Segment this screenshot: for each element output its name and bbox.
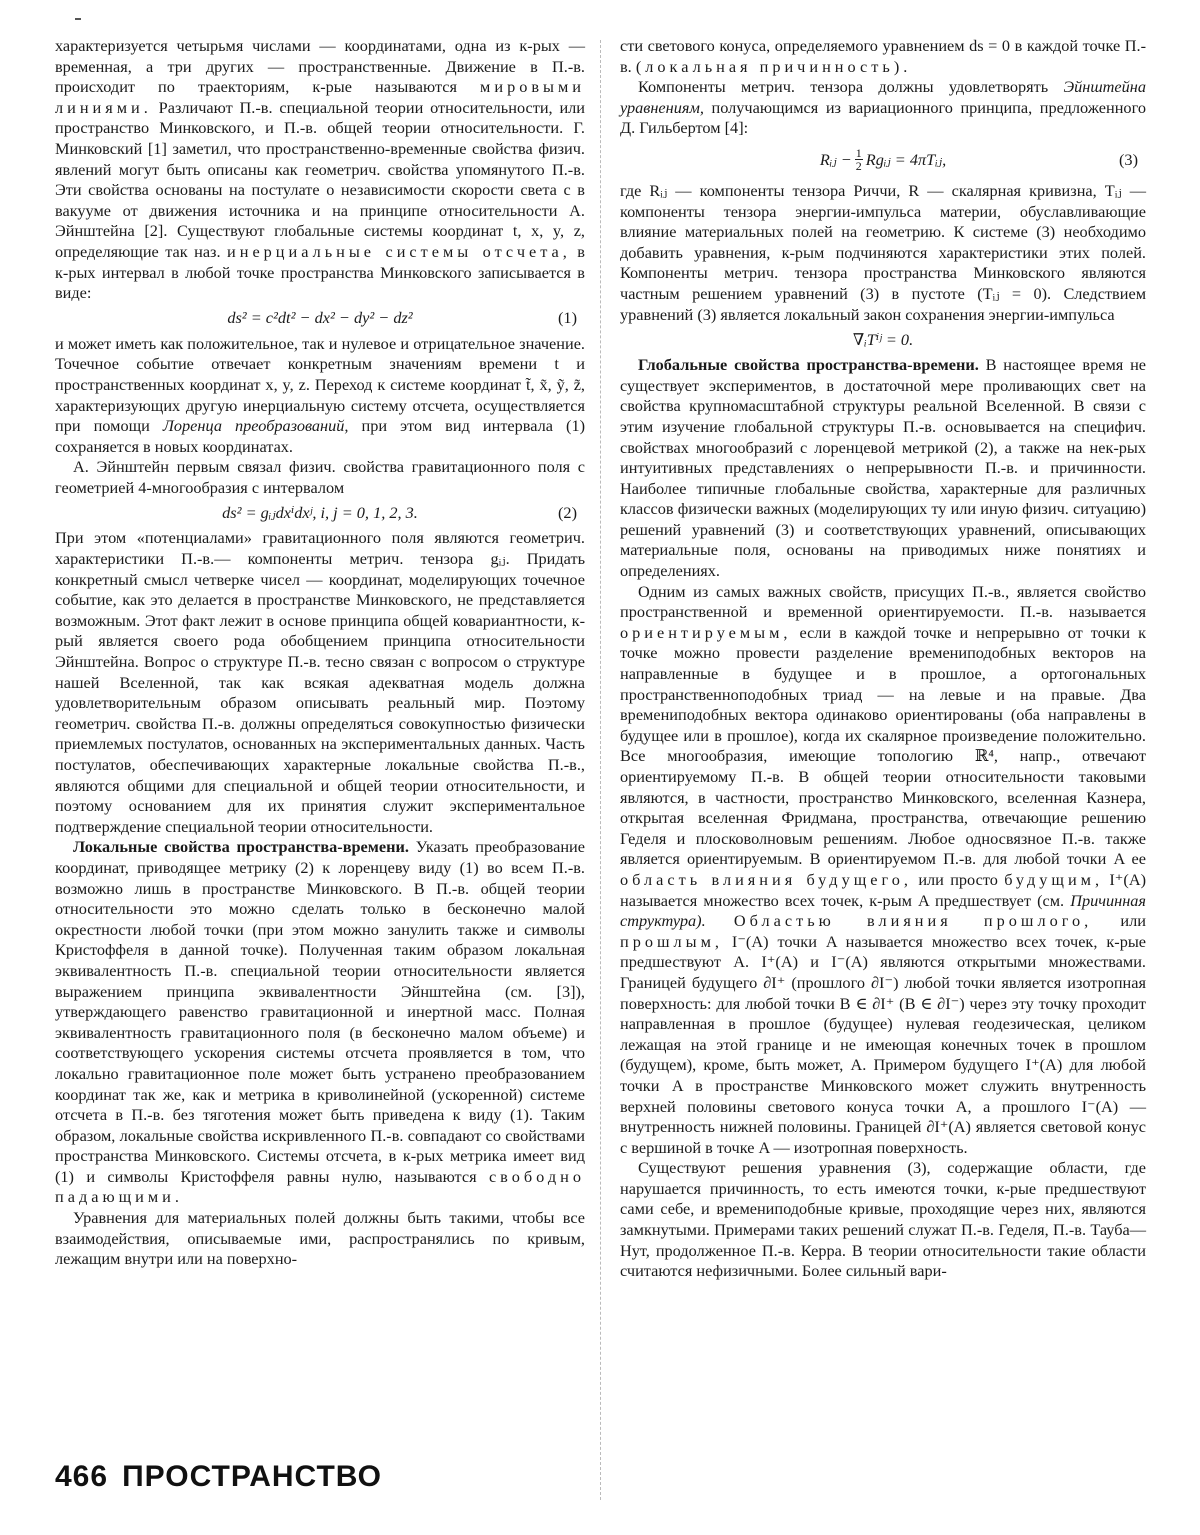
paragraph: Уравнения для материальных полей должны быть такими, чтобы все взаимодействия, описываемые ими, распространялись по кривым, лежащим внутри или на поверхно- [55, 1208, 585, 1269]
paragraph: сти светового конуса, определяемого уравнением ds = 0 в каждой точке П.-в. (локальная причинность). [620, 36, 1146, 76]
equation-2: ds² = gᵢⱼdxⁱdxʲ, i, j = 0, 1, 2, 3. (2) [222, 503, 577, 523]
paragraph: Глобальные свойства пространства-времени. В настоящее время не существует экспериментов, в достаточной мере проливающих свет на свойства крупномасштабной структуры реальной Вселенной. В связи с этим изучение глобальной структуры П.-в. основывается на специфич. свойствах многообразий с лоренцевой метрикой (2), а также на нек-рых интуитивных представлениях о непрерывности П.-в. и причинности. Наиболее типичные глобальные свойства, характерные для различных классов физически важных (моделирующих ту или иную физич. ситуацию) решений уравнений (3) и соответствующих уравнений, описывающих материальные поля, основаны на приводимых ниже понятиях и определениях. [620, 355, 1147, 581]
paragraph: Существуют решения уравнения (3), содержащие области, где нарушается причинность, то есть имеются точки, к-рые предшествуют сами себе, и времениподобные кривые, проходящие через них, являются замкнутыми. Примерами таких решений служат П.-в. Геделя, П.-в. Тауба—Нут, продолженное П.-в. Керра. В теории относительности такие области считаются нефизичными. Более сильный вари- [620, 1158, 1146, 1281]
paragraph: где Rᵢⱼ — компоненты тензора Риччи, R — скалярная кривизна, Tᵢⱼ — компоненты тензора энергии-импульса материи, обуславливающие влияние материальных полей на геометрию. К системе (3) необходимо добавить уравнения, к-рым подчиняются характеристики этих полей. Компоненты метрич. тензора пространства Минковского являются частным решением уравнений (3) в пустоте (Tᵢⱼ = 0). Следствием уравнений (3) является локальный закон сохранения энергии-импульса [620, 180, 1146, 324]
paragraph: А. Эйнштейн первым связал физич. свойства гравитационного поля с геометрией 4-многообразия с интервалом [55, 457, 585, 497]
fraction: $\frac{1}{2}$ [855, 146, 862, 174]
paragraph: Компоненты метрич. тензора должны удовлетворять Эйнштейна уравнениям, получающимся из вариационного принципа, предложенного Д. Гильбертом [4]: [620, 77, 1146, 138]
paragraph: и может иметь как положительное, так и нулевое и отрицательное значение. Точечное событие отвечает конкретным значениям времени t и пространственных координат x, y, z. Переход к системе координат t̃, x̃, ỹ, z̃, характеризующих другую инерциальную систему отсчета, осуществляется при помощи Лоренца преобразований, при этом вид интервала (1) сохраняется в новых координатах. [55, 333, 586, 456]
page-number: 466 [55, 1460, 109, 1493]
left-column [55, 36, 585, 1270]
paragraph: При этом «потенциалами» гравитационного поля являются геометрич. характеристики П.-в.— компоненты метрич. тензора gᵢⱼ. Придать конкретный смысл четверке чисел — координат, моделирующих точечное событие, как это делается в пространстве Минковского, не представляется возможным. Этот факт лежит в основе принципа общей ковариантности, к-рый является своего рода обобщением принципа относительности Эйнштейна. Вопрос о структуре П.-в. тесно связан с вопросом о структуре нашей Вселенной, так как всякая адекватная модель должна удовлетворительным образом описывать реальный мир. Поэтому геометрич. свойства П.-в. должны определяться совокупностью физически приемлемых постулатов, основанных на экспериментальных данных. Часть постулатов, обеспечивающих характерные локальные свойства П.-в., являются общими для специальной и общей теории относительности, и поэтому основанием для их принятия служит экспериментальное подтверждение специальной теории относительности. [55, 528, 585, 836]
column-divider [600, 40, 601, 1500]
paragraph: Одним из самых важных свойств, присущих П.-в., является свойство пространственной и временной ориентируемости. П.-в. называется ориентируемым, если в каждой точке и непрерывно от точки к точке можно провести разделение времениподобных векторов на направленные в будущее и в прошлое, а ортогональных пространственноподобных триад — на левые и на правые. Два времениподобных вектора одинаково ориентированы (оба направлены в будущее или в прошлое), когда их скалярное произведение положительно. Все многообразия, имеющие топологию ℝ⁴, напр., отвечают ориентируемому П.-в. В общей теории относительности таковыми являются, в частности, пространство Минковского, вселенная Казнера, открытая вселенная Фридмана, пространства, отвечающие решению Геделя и плосковолновым решениям. Любое односвязное П.-в. также является ориентируемым. В ориентируемом П.-в. для любой точки A ее область влияния будущего, или просто будущим, I⁺(A) называется множество всех точек, к-рым A предшествует (см. Причинная структура). Областью влияния прошлого, или прошлым, I⁻(A) точки A называется множество всех точек, к-рые предшествуют A. I⁺(A) и I⁻(A) являются открытыми множествами. Границей будущего ∂I⁺ (прошлого ∂I⁻) любой точки является изотропная поверхность: для любой точки B ∈ ∂I⁺ (B ∈ ∂I⁻) через эту точку проходит направленная в прошлое (будущее) нулевая геодезическая, целиком лежащая на этой границе и не имеющая конечных точек в прошлом (будущем), кроме, быть может, A. Примером будущего I⁺(A) для любой точки A в пространстве Минковского может служить внутренность верхней половины светового конуса точки A, а прошлого I⁻(A) — внутренность нижней половины. Границей ∂I⁺(A) является световой конус с вершиной в точке A — изотропная поверхность. [620, 581, 1147, 1157]
running-head: ПРОСТРАНСТВО [122, 1460, 383, 1493]
equation-3: Rᵢⱼ − $\frac{1}{2}$ Rgᵢⱼ = 4πTᵢⱼ, (3) [819, 146, 1138, 174]
paragraph: Локальные свойства пространства-времени. Указать преобразование координат, приводящее метрику (2) к лоренцеву виду (1) во всем П.-в. возможно лишь в пространстве Минковского. В П.-в. общей теории относительности это можно сделать только в бесконечно малой окрестности любой точки (при этом можно занулить также и символы Кристоффеля в данной точке). Полученная таким образом локальная эквивалентность П.-в. специальной теории относительности является выражением принципа эквивалентности Эйнштейна (см. [3]), утверждающего равенство гравитационной и инертной масс. Полная эквивалентность гравитационного поля (в бесконечно малом объеме) и соответствующего ускорения системы отсчета проявляется в том, что локально гравитационное поле может быть устранено преобразованием координат так же, как и метрика в криволинейной (ускоренной) системе отсчета в П.-в. без тяготения может быть приведена к виду (1). Таким образом, локальные свойства искривленного П.-в. совпадают со свойствами пространства Минковского. Системы отсчета, в к-рых метрика имеет вид (1) и символы Кристоффеля равны нулю, называются свободно падающими. [55, 837, 585, 1207]
equation-4: ∇ᵢTⁱʲ = 0. [852, 329, 914, 349]
equation-1: ds² = c²dt² − dx² − dy² − dz² (1) [227, 308, 577, 328]
scan-mark [75, 18, 81, 20]
page-footer [55, 1460, 382, 1494]
section-heading: Глобальные свойства пространства-времени. [638, 355, 979, 375]
right-column [620, 36, 1146, 1282]
section-heading: Локальные свойства пространства-времени. [73, 837, 409, 857]
paragraph: характеризуется четырьмя числами — координатами, одна из к-рых — временная, а три других — пространственные. Движение в П.-в. происходит по траекториям, к-рые называются мировыми линиями. Различают П.-в. специальной теории относительности, или пространство Минковского, и П.-в. общей теории относительности. Г. Минковский [1] заметил, что пространственно-временные свойства физич. явлений могут быть описаны как геометрич. свойства упомянутого П.-в. Эти свойства основаны на постулате о независимости скорости света c в вакууме от движения источника и на принципе относительности А. Эйнштейна [2]. Существуют глобальные системы координат t, x, y, z, определяющие так наз. инерциальные системы отсчета, в к-рых интервал в любой точке пространства Минковского записывается в виде: [55, 36, 585, 303]
